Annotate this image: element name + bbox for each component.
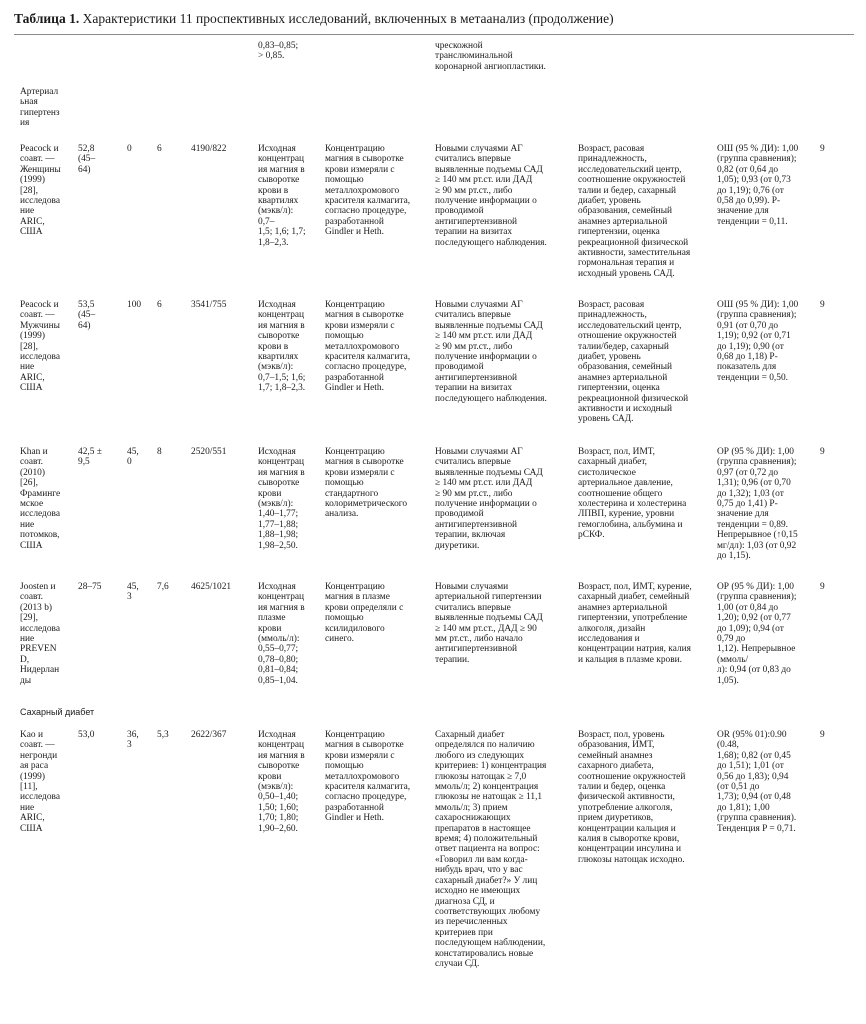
magnesium-level-cell: Исходная концентрац ия магния в сыворотке крови в квартилях (мэкв/л): 0,7–1,5; 1,6; 1,7; 1,8–2,3. [258,300,306,394]
quality-score-cell: 9 [820,300,825,310]
measurement-method-cell: Концентрацию магния в сыворотке крови измеряли с помощью металлохромового красителя калмагита, согласно процедуре, разработанной Gindler и Heth. [325,730,411,824]
adjustment-cell: Возраст, пол, уровень образования, ИМТ, семейный анамнез сахарного диабета, соотношение окружностей талии и бедер, оценка физической активности, употребление алкоголя, прием диуретиков, концентрации кальция и калия в сыворотке крови, концентрации инсулина и глюкозы натощак исходно. [578,730,686,865]
age-cell: 28–75 [78,582,102,592]
male-percent-cell: 45, 0 [127,447,139,468]
follow-up-cell: 5,3 [157,730,169,740]
table-number: Таблица 1. [14,11,80,26]
participants-cases-cell: 2622/367 [191,730,227,740]
magnesium-level-cell: Исходная концентрац ия магния в сыворотке крови (мэкв/л): 0,50–1,40; 1,50; 1,60; 1,70; 1,80; 1,90–2,60. [258,730,305,834]
measurement-method-cell: Концентрацию магния в сыворотке крови измеряли с помощью стандартного колориметрического анализа. [325,447,408,520]
continued-definition-cell: чрескожной транслюминальной коронарной ангиопластики. [435,41,546,72]
outcome-definition-cell: Новыми случаями артериальной гипертензии считались впервые выявленные подъемы САД ≥ 140 мм рт.ст., ДАД ≥ 90 мм рт.ст., либо начало антигипертензивной терапии. [435,582,543,665]
adjustment-cell: Возраст, пол, ИМТ, сахарный диабет, систолическое артериальное давление, соотношение общего холестерина и холестерина ЛПВП, курение, уровни гемоглобина, альбумина и рСКФ. [578,447,687,541]
follow-up-cell: 6 [157,300,162,310]
follow-up-cell: 6 [157,144,162,154]
male-percent-cell: 45, 3 [127,582,139,603]
male-percent-cell: 0 [127,144,132,154]
age-cell: 53,5 (45– 64) [78,300,96,331]
section-diabetes: Сахарный диабет [20,707,95,717]
outcome-definition-cell: Новыми случаями АГ считались впервые выявленные подъемы САД ≥ 140 мм рт.ст. или ДАД ≥ 90 мм рт.ст., либо получение информации о проводимой антигипертензивной терапии, включая диуретики. [435,447,543,551]
follow-up-cell: 8 [157,447,162,457]
outcome-definition-cell: Сахарный диабет определялся по наличию любого из следующих критериев: 1) концентрация глюкозы натощак ≥ 7,0 ммоль/л; 2) концентрация глюкозы не натощак ≥ 11,1 ммоль/л; 3) прием сахароснижающих препаратов в настоящее время; 4) положительный ответ пациента на вопрос: «Говорил ли вам когда- нибудь врач, что у вас сахарный диабет?» У лиц исходно не имеющих диагноза СД, и соответствующих любому из перечисленных критериев при последующем наблюдении, констатировались новые случаи СД. [435,730,547,969]
outcome-definition-cell: Новыми случаями АГ считались впервые выявленные подъемы САД ≥ 140 мм рт.ст. или ДАД ≥ 90 мм рт.ст., либо получение информации о проводимой антигипертензивной терапии на визитах последующего наблюдения. [435,144,547,248]
magnesium-level-cell: Исходная концентрац ия магния в сыворотке крови (мэкв/л): 1,40–1,77; 1,77–1,88; 1,88–1,98; 1,98–2,50. [258,447,305,551]
quality-score-cell: 9 [820,144,825,154]
study-cell: Peacock и соавт. — Женщины (1999) [28], исследова ние ARIC, США [20,144,61,238]
participants-cases-cell: 3541/755 [191,300,227,310]
section-hypertension: Артериал ьная гипертенз ия [20,87,60,129]
study-cell: Joosten и соавт. (2013 b) [29], исследова ние PREVEN D, Нидерлан ды [20,582,60,686]
quality-score-cell: 9 [820,582,825,592]
age-cell: 52,8 (45– 64) [78,144,96,175]
table-title [14,10,854,28]
magnesium-level-cell: Исходная концентрац ия магния в сыворотке крови в квартилях (мэкв/л): 0,7– 1,5; 1,6; 1,7; 1,8–2,3. [258,144,306,248]
result-cell: ОР (95 % ДИ): 1,00 (группа сравнения); 0,97 (от 0,72 до 1,31); 0,96 (от 0,70 до 1,32); 1,03 (от 0,75 до 1,41) P- значение для тенденции = 0,89. Непрерывное (↑0,15 мг/дл): 1,03 (от 0,92 до 1,15). [717,447,798,562]
participants-cases-cell: 2520/551 [191,447,227,457]
measurement-method-cell: Концентрацию магния в сыворотке крови измеряли с помощью металлохромового красителя калмагита, согласно процедуре, разработанной Gindler и Heth. [325,144,411,238]
quality-score-cell: 9 [820,447,825,457]
adjustment-cell: Возраст, расовая принадлежность, исследовательский центр, отношение окружностей талии/бедер, сахарный диабет, уровень образования, семейный анамнез артериальной гипертензии, оценка рекреационной физической активности и исходный уровень САД. [578,300,689,425]
outcome-definition-cell: Новыми случаями АГ считались впервые выявленные подъемы САД ≥ 140 мм рт.ст. или ДАД ≥ 90 мм рт.ст., либо получение информации о проводимой антигипертензивной терапии на визитах последующего наблюдения. [435,300,547,404]
result-cell: ОШ (95 % ДИ): 1,00 (группа сравнения); 0,91 (от 0,70 до 1,19); 0,92 (от 0,71 до 1,19); 0,90 (от 0,68 до 1,18) P- показатель для тенденции = 0,50. [717,300,799,383]
title-rule [14,34,854,35]
result-cell: ОШ (95 % ДИ): 1,00 (группа сравнения); 0,82 (от 0,64 до 1,05); 0,93 (от 0,73 до 1,19); 0,76 (от 0,58 до 0,99). P- значение для тенденции = 0,11. [717,144,799,227]
age-cell: 42,5 ± 9,5 [78,447,102,468]
result-cell: ОР (95 % ДИ): 1,00 (группа сравнения); 1,00 (от 0,84 до 1,20); 0,92 (от 0,77 до 1,09); 0,94 (от 0,79 до 1,12). Непрерывное (ммоль/ л): 0,94 (от 0,83 до 1,05). [717,582,797,686]
male-percent-cell: 100 [127,300,142,310]
measurement-method-cell: Концентрацию магния в сыворотке крови измеряли с помощью металлохромового красителя калмагита, согласно процедуре, разработанной Gindler и Heth. [325,300,411,394]
magnesium-level-cell: Исходная концентрац ия магния в плазме крови (ммоль/л): 0,55–0,77; 0,78–0,80; 0,81–0,84; 0,85–1,04. [258,582,305,686]
adjustment-cell: Возраст, расовая принадлежность, исследовательский центр, соотношение окружностей талии и бедер, сахарный диабет, уровень образования, семейный анамнез артериальной гипертензии, оценка рекреационной физической активности, заместительная гормональная терапия и исходный уровень САД. [578,144,691,279]
follow-up-cell: 7,6 [157,582,169,592]
study-cell: Khan и соавт. (2010) [26], Фраминге мское исследова ние потомков, США [20,447,61,551]
participants-cases-cell: 4625/1021 [191,582,232,592]
result-cell: OR (95% 01):0.90 (0.48, 1,68); 0,82 (от 0,45 до 1,51); 1,01 (от 0,56 до 1,83); 0,94 (от 0,51 до 1,73); 0,94 (от 0,48 до 1,81); 1,00 (группа сравнения). Тенденция P = 0,71. [717,730,797,834]
table-caption: Характеристики 11 проспективных исследований, включенных в метаанализ (продолжение) [79,11,614,26]
study-cell: Peacock и соавт. — Мужчины (1999) [28], исследова ние ARIC, США [20,300,60,394]
continued-mg-cell: 0,83–0,85; > 0,85. [258,41,299,62]
age-cell: 53,0 [78,730,95,740]
quality-score-cell: 9 [820,730,825,740]
male-percent-cell: 36, 3 [127,730,139,751]
study-cell: Kao и соавт. — негронди ая раса (1999) [11], исследова ние ARIC, США [20,730,60,834]
measurement-method-cell: Концентрацию магния в плазме крови определяли с помощью ксилидилового синего. [325,582,404,645]
participants-cases-cell: 4190/822 [191,144,227,154]
adjustment-cell: Возраст, пол, ИМТ, курение, сахарный диабет, семейный анамнез артериальной гипертензии, употребление алкоголя, дизайн исследования и концентрации натрия, калия и кальция в плазме крови. [578,582,692,665]
